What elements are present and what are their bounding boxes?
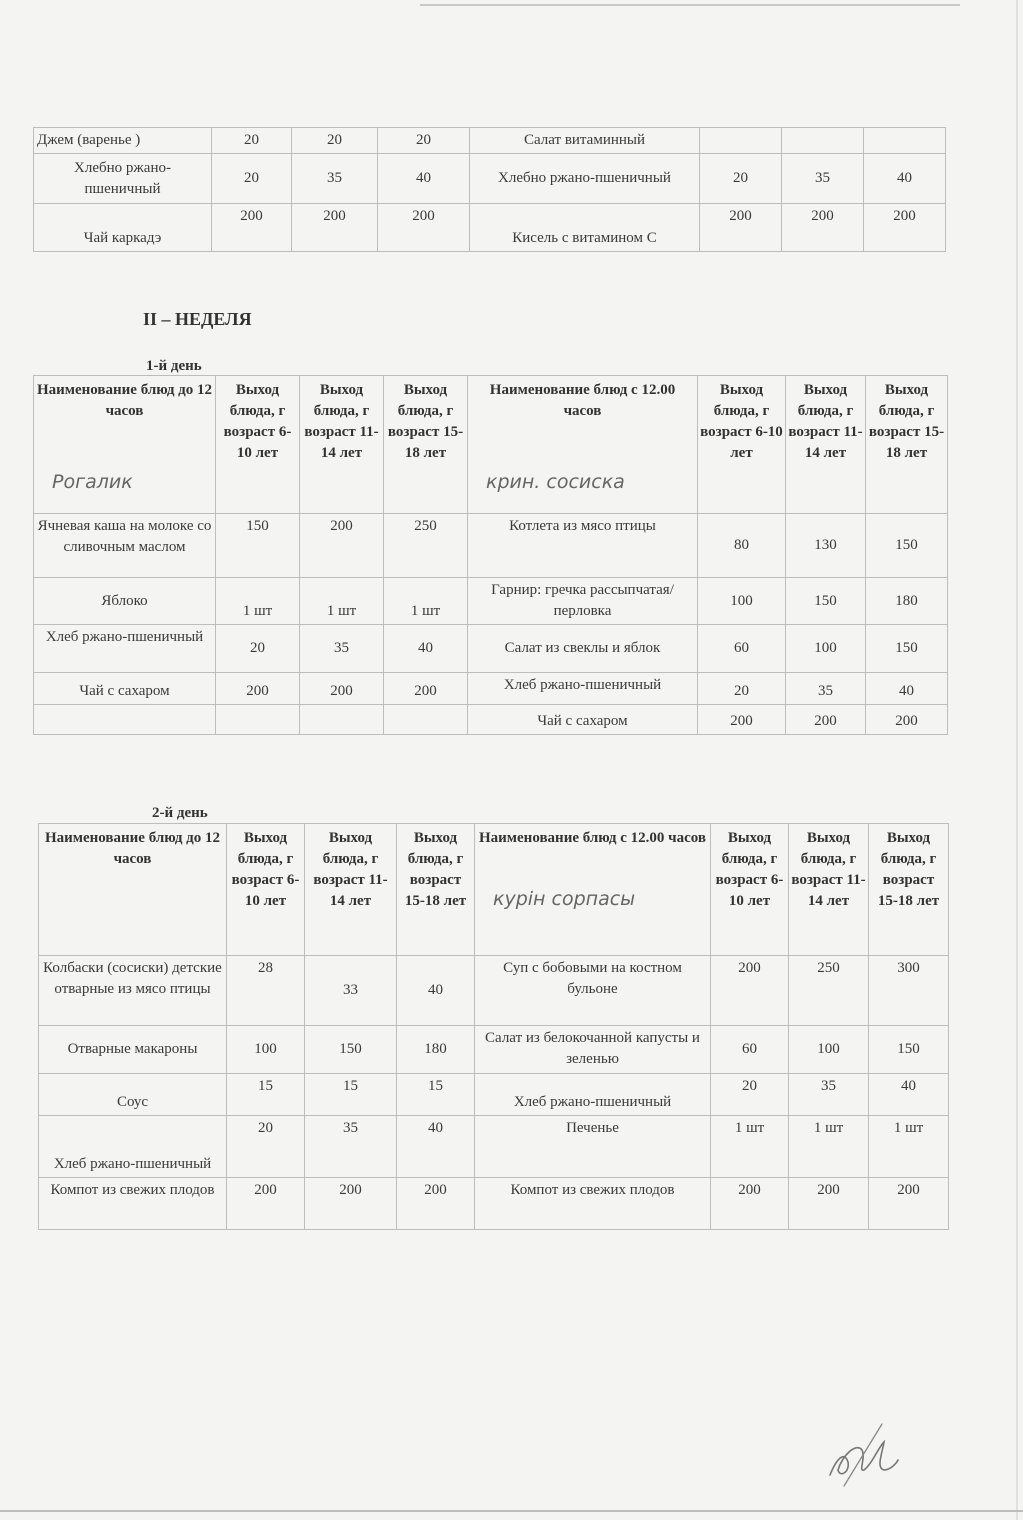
day1-menu-table: [33, 375, 948, 735]
value-cell: 180: [866, 578, 948, 625]
value-cell: 200: [866, 705, 948, 735]
value-cell: 200: [782, 204, 864, 252]
dish-cell: Хлеб ржано-пшеничный: [34, 625, 216, 673]
dish-cell: Яблоко: [34, 578, 216, 625]
table-row: [34, 673, 948, 705]
dish-cell: Отварные макароны: [39, 1026, 227, 1074]
value-cell: 200: [869, 1178, 949, 1230]
column-header: Выход блюда, г возраст 11-14 лет: [786, 376, 866, 514]
value-cell: 35: [782, 154, 864, 204]
value-cell: 100: [789, 1026, 869, 1074]
handwritten-note: крин. сосиска: [486, 471, 625, 493]
column-header: Выход блюда, г возраст 15-18 лет: [384, 376, 468, 514]
table-row: [34, 514, 948, 578]
value-cell: 1 шт: [711, 1116, 789, 1178]
value-cell: 200: [378, 204, 470, 252]
dish-cell: Чай с сахаром: [468, 705, 698, 735]
value-cell: [700, 128, 782, 154]
day2-menu-table: [38, 823, 949, 1230]
dish-cell: Хлеб ржано-пшеничный: [468, 673, 698, 705]
day-title: 2-й день: [152, 805, 208, 821]
value-cell: 200: [711, 956, 789, 1026]
table-row: [39, 1178, 949, 1230]
header-row: [39, 824, 949, 956]
column-header: Выход блюда, г возраст 11-14 лет: [305, 824, 397, 956]
column-header: Наименование блюд до 12 часов: [39, 824, 227, 956]
value-cell: 200: [864, 204, 946, 252]
dish-cell: Компот из свежих плодов: [475, 1178, 711, 1230]
table-row: [39, 1026, 949, 1074]
dish-cell: Чай каркадэ: [34, 204, 212, 252]
value-cell: [864, 128, 946, 154]
dish-cell: Котлета из мясо птицы: [468, 514, 698, 578]
signature: [822, 1420, 902, 1490]
table-row: [39, 1116, 949, 1178]
dish-cell: Хлебно ржано-пшеничный: [34, 154, 212, 204]
value-cell: [782, 128, 864, 154]
value-cell: 20: [212, 154, 292, 204]
value-cell: 40: [397, 956, 475, 1026]
column-header: Выход блюда, г возраст 6-10 лет: [711, 824, 789, 956]
value-cell: 35: [786, 673, 866, 705]
value-cell: 200: [397, 1178, 475, 1230]
value-cell: [216, 705, 300, 735]
value-cell: 200: [700, 204, 782, 252]
dish-cell: Соус: [39, 1074, 227, 1116]
value-cell: 1 шт: [384, 578, 468, 625]
value-cell: 200: [300, 514, 384, 578]
value-cell: 20: [700, 154, 782, 204]
value-cell: 35: [789, 1074, 869, 1116]
value-cell: [384, 705, 468, 735]
value-cell: 15: [397, 1074, 475, 1116]
table-row: [34, 204, 946, 252]
handwritten-note: Рогалик: [52, 471, 133, 493]
column-header: [475, 824, 711, 956]
value-cell: 40: [384, 625, 468, 673]
table-row: [34, 705, 948, 735]
value-cell: [300, 705, 384, 735]
value-cell: 100: [786, 625, 866, 673]
dish-cell: Ячневая каша на молоке со сливочным маслом: [34, 514, 216, 578]
value-cell: 130: [786, 514, 866, 578]
value-cell: 300: [869, 956, 949, 1026]
page-edge-right: [1016, 0, 1018, 1520]
day-title: 1-й день: [146, 358, 202, 374]
header-label: Наименование блюд с 12.00 часов: [489, 382, 676, 419]
value-cell: 40: [378, 154, 470, 204]
column-header: Выход блюда, г возраст 6-10 лет: [216, 376, 300, 514]
column-header: [34, 376, 216, 514]
value-cell: 100: [698, 578, 786, 625]
value-cell: 200: [698, 705, 786, 735]
dish-cell: Салат из свеклы и яблок: [468, 625, 698, 673]
value-cell: 60: [698, 625, 786, 673]
value-cell: 40: [397, 1116, 475, 1178]
value-cell: 20: [378, 128, 470, 154]
page-edge-top: [420, 4, 960, 6]
dish-cell: Салат витаминный: [470, 128, 700, 154]
header-label: Наименование блюд до 12 часов: [36, 382, 213, 419]
page-edge-bottom: [0, 1510, 1023, 1512]
value-cell: 150: [786, 578, 866, 625]
dish-cell: Салат из белокочанной капусты и зеленью: [475, 1026, 711, 1074]
dish-cell: Джем (варенье ): [34, 128, 212, 154]
value-cell: 150: [869, 1026, 949, 1074]
value-cell: 20: [711, 1074, 789, 1116]
column-header: Выход блюда, г возраст 15-18 лет: [869, 824, 949, 956]
value-cell: 35: [292, 154, 378, 204]
column-header: Выход блюда, г возраст 15-18 лет: [866, 376, 948, 514]
column-header: Выход блюда, г возраст 6-10 лет: [698, 376, 786, 514]
column-header: [468, 376, 698, 514]
value-cell: 35: [300, 625, 384, 673]
value-cell: 150: [866, 514, 948, 578]
value-cell: 150: [216, 514, 300, 578]
value-cell: 200: [384, 673, 468, 705]
value-cell: 40: [869, 1074, 949, 1116]
value-cell: 33: [305, 956, 397, 1026]
value-cell: 20: [216, 625, 300, 673]
value-cell: 100: [227, 1026, 305, 1074]
value-cell: 15: [227, 1074, 305, 1116]
dish-cell: Хлебно ржано-пшеничный: [470, 154, 700, 204]
value-cell: 1 шт: [789, 1116, 869, 1178]
value-cell: 20: [292, 128, 378, 154]
value-cell: 200: [300, 673, 384, 705]
dish-cell: Хлеб ржано-пшеничный: [475, 1074, 711, 1116]
value-cell: 200: [711, 1178, 789, 1230]
value-cell: 200: [227, 1178, 305, 1230]
value-cell: 200: [786, 705, 866, 735]
dish-cell: Суп с бобовыми на костном бульоне: [475, 956, 711, 1026]
value-cell: 40: [864, 154, 946, 204]
handwritten-note: курін сорпасы: [493, 888, 636, 910]
value-cell: 80: [698, 514, 786, 578]
table-row: [39, 956, 949, 1026]
value-cell: 1 шт: [216, 578, 300, 625]
value-cell: 20: [212, 128, 292, 154]
top-menu-table: [33, 127, 946, 252]
table-row: [34, 128, 946, 154]
dish-cell: Компот из свежих плодов: [39, 1178, 227, 1230]
column-header: Выход блюда, г возраст 11-14 лет: [789, 824, 869, 956]
value-cell: 20: [227, 1116, 305, 1178]
value-cell: 1 шт: [300, 578, 384, 625]
value-cell: 60: [711, 1026, 789, 1074]
value-cell: 200: [216, 673, 300, 705]
value-cell: 200: [292, 204, 378, 252]
table-row: [39, 1074, 949, 1116]
value-cell: 150: [305, 1026, 397, 1074]
dish-cell: Хлеб ржано-пшеничный: [39, 1116, 227, 1178]
dish-cell: [34, 705, 216, 735]
value-cell: 200: [305, 1178, 397, 1230]
value-cell: 200: [212, 204, 292, 252]
column-header: Выход блюда, г возраст 15-18 лет: [397, 824, 475, 956]
dish-cell: Кисель с витамином С: [470, 204, 700, 252]
value-cell: 250: [384, 514, 468, 578]
week-title: II – НЕДЕЛЯ: [143, 309, 252, 329]
value-cell: 180: [397, 1026, 475, 1074]
value-cell: 200: [789, 1178, 869, 1230]
column-header: Выход блюда, г возраст 6-10 лет: [227, 824, 305, 956]
value-cell: 1 шт: [869, 1116, 949, 1178]
value-cell: 20: [698, 673, 786, 705]
table-row: [34, 625, 948, 673]
value-cell: 28: [227, 956, 305, 1026]
value-cell: 150: [866, 625, 948, 673]
value-cell: 35: [305, 1116, 397, 1178]
dish-cell: Колбаски (сосиски) детские отварные из мясо птицы: [39, 956, 227, 1026]
column-header: Выход блюда, г возраст 11-14 лет: [300, 376, 384, 514]
table-row: [34, 578, 948, 625]
dish-cell: Чай с сахаром: [34, 673, 216, 705]
dish-cell: Печенье: [475, 1116, 711, 1178]
value-cell: 250: [789, 956, 869, 1026]
header-label: Наименование блюд с 12.00 часов: [479, 830, 706, 846]
value-cell: 15: [305, 1074, 397, 1116]
header-row: [34, 376, 948, 514]
value-cell: 40: [866, 673, 948, 705]
table-row: [34, 154, 946, 204]
dish-cell: Гарнир: гречка рассыпчатая/перловка: [468, 578, 698, 625]
